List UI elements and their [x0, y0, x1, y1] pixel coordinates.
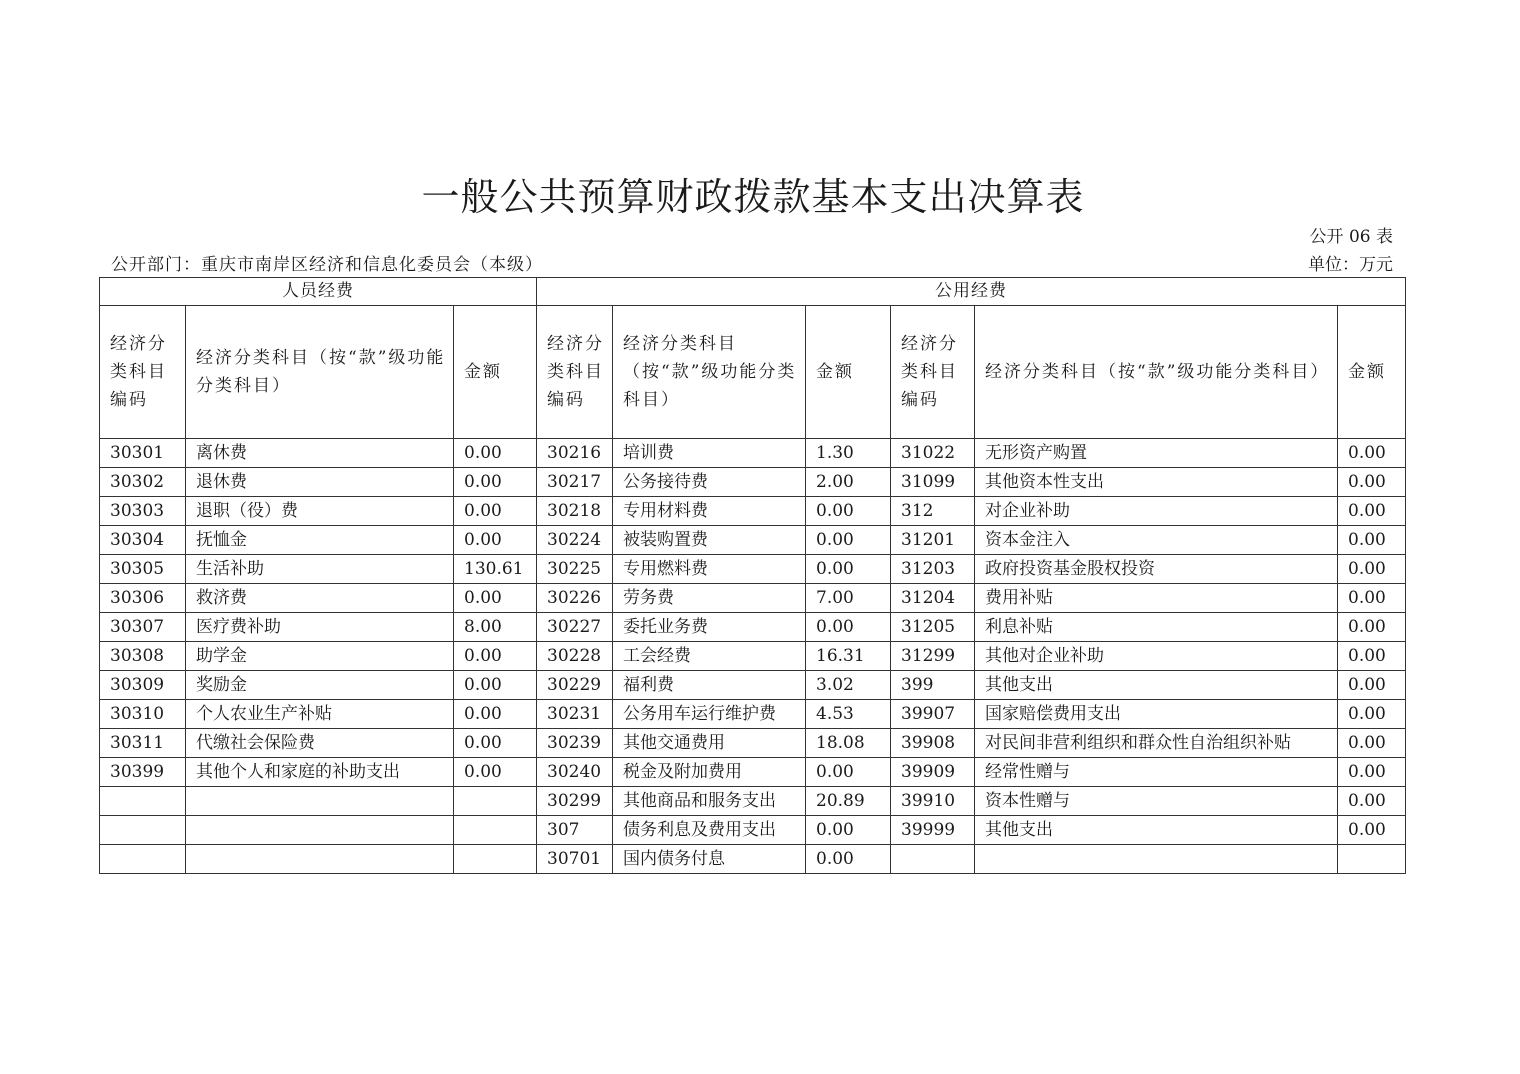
- code-cell: 30306: [100, 584, 186, 613]
- table-row: [100, 439, 1406, 468]
- subject-cell: 费用补贴: [975, 584, 1338, 613]
- amount-cell: [454, 816, 537, 845]
- code-cell: 31201: [891, 526, 975, 555]
- header-amount: 金额: [1338, 306, 1406, 439]
- subject-cell: 其他资本性支出: [975, 468, 1338, 497]
- code-cell: 30227: [537, 613, 613, 642]
- amount-cell: 0.00: [454, 700, 537, 729]
- code-cell: [891, 845, 975, 874]
- code-cell: 30228: [537, 642, 613, 671]
- subject-cell: 抚恤金: [186, 526, 454, 555]
- subject-cell: 离休费: [186, 439, 454, 468]
- header-subject: 经济分类科目（按“款”级功能分类科目）: [975, 306, 1338, 439]
- code-cell: 30399: [100, 758, 186, 787]
- amount-cell: 0.00: [1338, 729, 1406, 758]
- subject-cell: 退休费: [186, 468, 454, 497]
- subject-cell: [186, 787, 454, 816]
- table-row: [100, 526, 1406, 555]
- subject-cell: 个人农业生产补贴: [186, 700, 454, 729]
- amount-cell: 7.00: [806, 584, 891, 613]
- amount-cell: 0.00: [1338, 584, 1406, 613]
- subject-cell: 救济费: [186, 584, 454, 613]
- code-cell: 30301: [100, 439, 186, 468]
- table-row: [100, 758, 1406, 787]
- amount-cell: 0.00: [454, 497, 537, 526]
- code-cell: 30310: [100, 700, 186, 729]
- code-cell: 31205: [891, 613, 975, 642]
- code-cell: 30308: [100, 642, 186, 671]
- amount-cell: 0.00: [1338, 671, 1406, 700]
- code-cell: 30305: [100, 555, 186, 584]
- code-cell: 39907: [891, 700, 975, 729]
- subject-cell: 国内债务付息: [613, 845, 806, 874]
- code-cell: 30218: [537, 497, 613, 526]
- amount-cell: 0.00: [1338, 439, 1406, 468]
- amount-cell: 16.31: [806, 642, 891, 671]
- code-cell: 30309: [100, 671, 186, 700]
- code-cell: 31204: [891, 584, 975, 613]
- code-cell: 30229: [537, 671, 613, 700]
- subject-cell: [975, 845, 1338, 874]
- table-row: [100, 613, 1406, 642]
- table-row: [100, 468, 1406, 497]
- subject-cell: 退职（役）费: [186, 497, 454, 526]
- subject-cell: 生活补助: [186, 555, 454, 584]
- code-cell: [100, 787, 186, 816]
- amount-cell: 0.00: [1338, 700, 1406, 729]
- table-row: [100, 497, 1406, 526]
- subject-cell: 税金及附加费用: [613, 758, 806, 787]
- code-cell: 30304: [100, 526, 186, 555]
- amount-cell: 0.00: [454, 758, 537, 787]
- amount-cell: 0.00: [806, 758, 891, 787]
- amount-cell: 0.00: [806, 497, 891, 526]
- subject-cell: 奖励金: [186, 671, 454, 700]
- code-cell: 30302: [100, 468, 186, 497]
- code-cell: 399: [891, 671, 975, 700]
- code-cell: 30226: [537, 584, 613, 613]
- amount-cell: 0.00: [806, 555, 891, 584]
- amount-cell: 0.00: [806, 526, 891, 555]
- header-subject: 经济分类科目（按“款”级功能分类科目）: [613, 306, 806, 439]
- subject-cell: 福利费: [613, 671, 806, 700]
- header-amount: 金额: [454, 306, 537, 439]
- amount-cell: 0.00: [454, 642, 537, 671]
- department-label: 公开部门：重庆市南岸区经济和信息化委员会（本级）: [111, 255, 543, 275]
- subject-cell: 政府投资基金股权投资: [975, 555, 1338, 584]
- amount-cell: 18.08: [806, 729, 891, 758]
- subject-cell: 其他支出: [975, 671, 1338, 700]
- table-row: [100, 642, 1406, 671]
- header-code: 经济分类科目编码: [537, 306, 613, 439]
- amount-cell: 0.00: [1338, 555, 1406, 584]
- subject-cell: 公务接待费: [613, 468, 806, 497]
- code-cell: 31299: [891, 642, 975, 671]
- amount-cell: 0.00: [454, 729, 537, 758]
- code-cell: 31099: [891, 468, 975, 497]
- subject-cell: 专用燃料费: [613, 555, 806, 584]
- subject-cell: 委托业务费: [613, 613, 806, 642]
- code-cell: 312: [891, 497, 975, 526]
- amount-cell: 0.00: [1338, 497, 1406, 526]
- subject-cell: 被装购置费: [613, 526, 806, 555]
- table-row: [100, 787, 1406, 816]
- form-number: 公开 06 表: [1309, 227, 1393, 247]
- table-row: [100, 845, 1406, 874]
- header-code: 经济分类科目编码: [100, 306, 186, 439]
- subject-cell: 资本金注入: [975, 526, 1338, 555]
- table-row: [100, 671, 1406, 700]
- code-cell: 30303: [100, 497, 186, 526]
- unit-label: 单位：万元: [1308, 255, 1393, 275]
- amount-cell: 20.89: [806, 787, 891, 816]
- subject-cell: [186, 845, 454, 874]
- amount-cell: 0.00: [1338, 816, 1406, 845]
- code-cell: 30225: [537, 555, 613, 584]
- amount-cell: 0.00: [454, 526, 537, 555]
- table-row: [100, 729, 1406, 758]
- amount-cell: 0.00: [1338, 642, 1406, 671]
- amount-cell: 3.02: [806, 671, 891, 700]
- code-cell: 31203: [891, 555, 975, 584]
- header-subject: 经济分类科目（按“款”级功能分类科目）: [186, 306, 454, 439]
- amount-cell: 0.00: [1338, 787, 1406, 816]
- group-personnel: 人员经费: [100, 278, 537, 306]
- code-cell: 31022: [891, 439, 975, 468]
- subject-cell: 资本性赠与: [975, 787, 1338, 816]
- amount-cell: 0.00: [1338, 758, 1406, 787]
- subject-cell: 劳务费: [613, 584, 806, 613]
- code-cell: 30231: [537, 700, 613, 729]
- column-header-row: [100, 306, 1406, 439]
- code-cell: 30311: [100, 729, 186, 758]
- subject-cell: 其他支出: [975, 816, 1338, 845]
- amount-cell: 0.00: [1338, 613, 1406, 642]
- amount-cell: 0.00: [454, 671, 537, 700]
- subject-cell: 助学金: [186, 642, 454, 671]
- subject-cell: 其他对企业补助: [975, 642, 1338, 671]
- code-cell: 30299: [537, 787, 613, 816]
- group-public: 公用经费: [537, 278, 1406, 306]
- table-row: [100, 555, 1406, 584]
- subject-cell: 专用材料费: [613, 497, 806, 526]
- header-amount: 金额: [806, 306, 891, 439]
- amount-cell: 2.00: [806, 468, 891, 497]
- code-cell: 30217: [537, 468, 613, 497]
- amount-cell: [454, 787, 537, 816]
- code-cell: 30224: [537, 526, 613, 555]
- amount-cell: 0.00: [806, 816, 891, 845]
- amount-cell: [454, 845, 537, 874]
- amount-cell: 0.00: [454, 468, 537, 497]
- page-title: 一般公共预算财政拨款基本支出决算表: [421, 175, 1085, 219]
- code-cell: 307: [537, 816, 613, 845]
- code-cell: [100, 816, 186, 845]
- amount-cell: 0.00: [1338, 526, 1406, 555]
- subject-cell: 其他交通费用: [613, 729, 806, 758]
- subject-cell: 无形资产购置: [975, 439, 1338, 468]
- subject-cell: 债务利息及费用支出: [613, 816, 806, 845]
- subject-cell: [186, 816, 454, 845]
- code-cell: 30239: [537, 729, 613, 758]
- amount-cell: 0.00: [454, 584, 537, 613]
- subject-cell: 代缴社会保险费: [186, 729, 454, 758]
- amount-cell: 0.00: [454, 439, 537, 468]
- subject-cell: 医疗费补助: [186, 613, 454, 642]
- subject-cell: 其他个人和家庭的补助支出: [186, 758, 454, 787]
- amount-cell: 0.00: [806, 845, 891, 874]
- table-row: [100, 584, 1406, 613]
- expenditure-table: [99, 277, 1406, 874]
- amount-cell: 1.30: [806, 439, 891, 468]
- table-row: [100, 700, 1406, 729]
- code-cell: 39910: [891, 787, 975, 816]
- amount-cell: 130.61: [454, 555, 537, 584]
- subject-cell: 经常性赠与: [975, 758, 1338, 787]
- subject-cell: 利息补贴: [975, 613, 1338, 642]
- group-header-row: [100, 278, 1406, 306]
- subject-cell: 国家赔偿费用支出: [975, 700, 1338, 729]
- amount-cell: 0.00: [1338, 468, 1406, 497]
- code-cell: 39999: [891, 816, 975, 845]
- subject-cell: 其他商品和服务支出: [613, 787, 806, 816]
- code-cell: 39908: [891, 729, 975, 758]
- code-cell: 30240: [537, 758, 613, 787]
- code-cell: 30307: [100, 613, 186, 642]
- code-cell: [100, 845, 186, 874]
- amount-cell: 8.00: [454, 613, 537, 642]
- code-cell: 39909: [891, 758, 975, 787]
- amount-cell: 4.53: [806, 700, 891, 729]
- subject-cell: 工会经费: [613, 642, 806, 671]
- header-code: 经济分类科目编码: [891, 306, 975, 439]
- subject-cell: 公务用车运行维护费: [613, 700, 806, 729]
- table-row: [100, 816, 1406, 845]
- subject-cell: 对企业补助: [975, 497, 1338, 526]
- amount-cell: 0.00: [806, 613, 891, 642]
- code-cell: 30701: [537, 845, 613, 874]
- subject-cell: 对民间非营利组织和群众性自治组织补贴: [975, 729, 1338, 758]
- code-cell: 30216: [537, 439, 613, 468]
- subject-cell: 培训费: [613, 439, 806, 468]
- amount-cell: [1338, 845, 1406, 874]
